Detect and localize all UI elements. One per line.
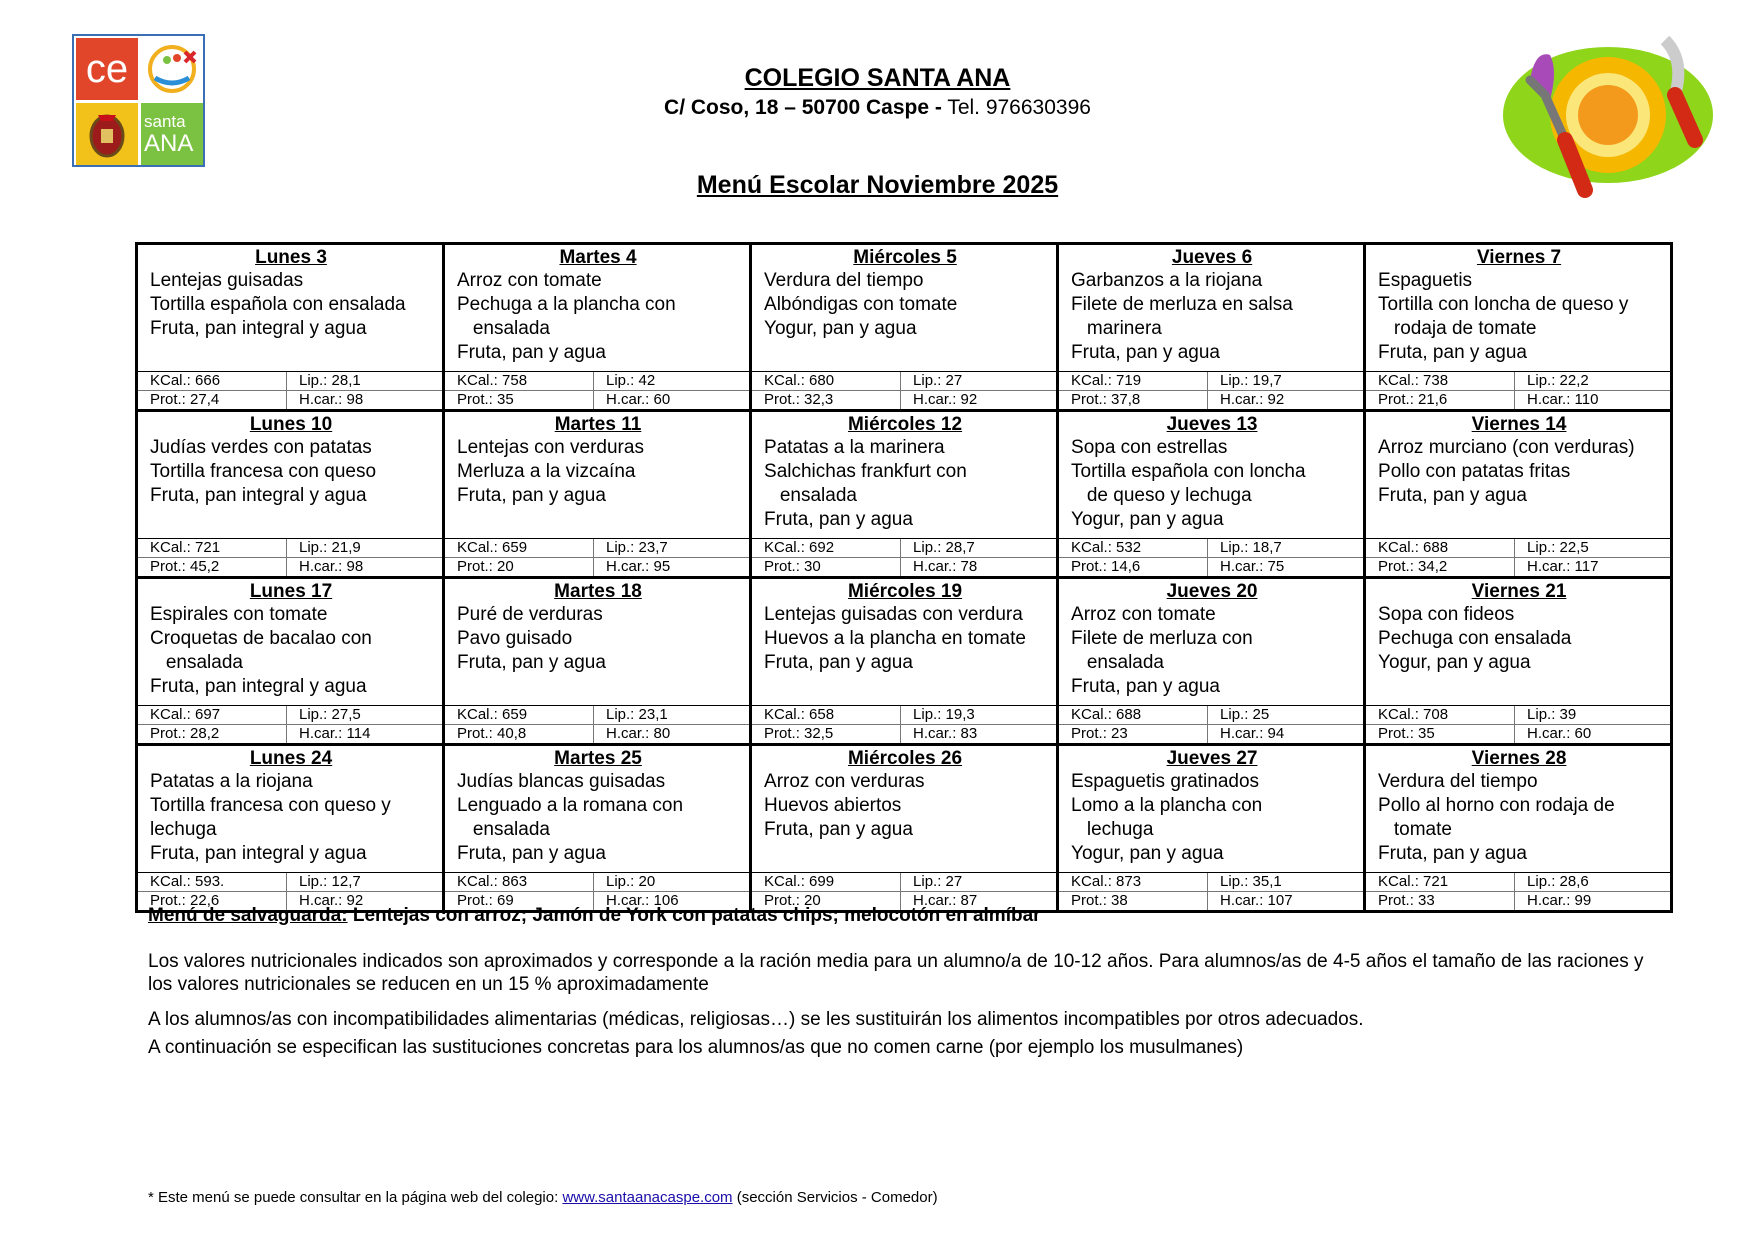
dish-item: Fruta, pan y agua — [457, 485, 606, 506]
nutrition-hcar: H.car.: 78 — [901, 558, 1058, 578]
day-cell — [444, 244, 751, 372]
nutrition-hcar: H.car.: 60 — [1515, 725, 1672, 745]
day-cell — [1365, 578, 1672, 706]
dish-item: Fruta, pan y agua — [764, 652, 913, 673]
dish-item: Yogur, pan y agua — [1378, 652, 1531, 673]
day-cell — [751, 578, 1058, 706]
dish-item: Salchichas frankfurt con — [764, 461, 967, 482]
nutrition-hcar: H.car.: 87 — [901, 892, 1058, 912]
nutrition-hcar: H.car.: 60 — [594, 391, 751, 411]
nutrition-prot: Prot.: 34,2 — [1365, 558, 1515, 578]
dish-item: Pechuga con ensalada — [1378, 628, 1572, 649]
day-cell — [444, 578, 751, 706]
nutrition-kcal: KCal.: 721 — [137, 539, 287, 558]
day-heading: Jueves 6 — [1171, 247, 1253, 268]
day-cell — [751, 745, 1058, 873]
nutrition-prot: Prot.: 45,2 — [137, 558, 287, 578]
dish-item: Pavo guisado — [457, 628, 573, 649]
dish-item: Arroz con tomate — [457, 270, 602, 291]
nutrition-hcar: H.car.: 92 — [287, 892, 444, 912]
nutrition-prot: Prot.: 27,4 — [137, 391, 287, 411]
day-cell — [1058, 578, 1365, 706]
dish-item: Lentejas guisadas — [150, 270, 304, 291]
day-heading: Martes 25 — [554, 748, 642, 769]
nutrition-prot: Prot.: 32,3 — [751, 391, 901, 411]
school-name: COLEGIO SANTA ANA — [744, 64, 1011, 92]
day-cell — [137, 578, 444, 706]
dish-item: Yogur, pan y agua — [1071, 509, 1224, 530]
day-heading: Viernes 21 — [1471, 581, 1567, 602]
menu-title: Menú Escolar Noviembre 2025 — [696, 171, 1059, 199]
nutrition-hcar: H.car.: 83 — [901, 725, 1058, 745]
logo-ce: ce — [76, 38, 138, 100]
day-heading: Martes 4 — [559, 247, 637, 268]
dish-item: Fruta, pan y agua — [457, 652, 606, 673]
dish-item: Tortilla francesa con queso y — [150, 795, 391, 816]
dish-item: Judías verdes con patatas — [150, 437, 372, 458]
day-cell — [1365, 745, 1672, 873]
dish-item: Judías blancas guisadas — [457, 771, 666, 792]
day-cell — [444, 745, 751, 873]
dish-item: Espaguetis gratinados — [1071, 771, 1260, 792]
school-address — [0, 96, 1755, 120]
dish-item: Patatas a la marinera — [764, 437, 945, 458]
nutrition-lip: Lip.: 21,9 — [287, 539, 444, 558]
safeguard-text: Lentejas con arroz; Jamón de York con patatas chips; melocotón en almíbar — [347, 905, 1041, 926]
nutrition-lip: Lip.: 28,7 — [901, 539, 1058, 558]
dish-item: Espaguetis — [1378, 270, 1473, 291]
nutrition-lip: Lip.: 35,1 — [1208, 873, 1365, 892]
dish-item: ensalada — [1071, 652, 1164, 673]
logo-ana-text: ANA — [144, 130, 194, 157]
dish-item: marinera — [1071, 318, 1162, 339]
dish-item: Tortilla española con ensalada — [150, 294, 406, 315]
dish-item: rodaja de tomate — [1378, 318, 1537, 339]
menu-table — [135, 242, 1673, 913]
nutrition-prot: Prot.: 20 — [751, 892, 901, 912]
nutrition-hcar: H.car.: 110 — [1515, 391, 1672, 411]
day-heading: Martes 18 — [554, 581, 642, 602]
nutrition-lip: Lip.: 20 — [594, 873, 751, 892]
nutrition-hcar: H.car.: 106 — [594, 892, 751, 912]
dish-item: tomate — [1378, 819, 1452, 840]
nutrition-prot: Prot.: 14,6 — [1058, 558, 1208, 578]
dish-item: Fruta, pan y agua — [764, 509, 913, 530]
nutrition-lip: Lip.: 19,3 — [901, 706, 1058, 725]
dish-item: Fruta, pan y agua — [1378, 485, 1527, 506]
nutrition-kcal: KCal.: 738 — [1365, 372, 1515, 391]
dish-item: ensalada — [150, 652, 243, 673]
dish-item: Fruta, pan integral y agua — [150, 318, 367, 339]
nutrition-prot: Prot.: 35 — [444, 391, 594, 411]
nutrition-kcal: KCal.: 697 — [137, 706, 287, 725]
day-heading: Miércoles 19 — [847, 581, 963, 602]
day-heading: Viernes 14 — [1471, 414, 1567, 435]
day-heading: Jueves 20 — [1166, 581, 1258, 602]
nutrition-hcar: H.car.: 94 — [1208, 725, 1365, 745]
day-cell — [751, 411, 1058, 539]
day-cell — [1058, 745, 1365, 873]
nutrition-prot: Prot.: 37,8 — [1058, 391, 1208, 411]
day-heading: Miércoles 12 — [847, 414, 963, 435]
dish-item: Garbanzos a la riojana — [1071, 270, 1263, 291]
nutrition-hcar: H.car.: 98 — [287, 558, 444, 578]
nutrition-lip: Lip.: 27,5 — [287, 706, 444, 725]
nutrition-hcar: H.car.: 99 — [1515, 892, 1672, 912]
dish-item: Huevos a la plancha en tomate — [764, 628, 1026, 649]
nutrition-prot: Prot.: 69 — [444, 892, 594, 912]
dish-item: Yogur, pan y agua — [764, 318, 917, 339]
dish-item: Pechuga a la plancha con — [457, 294, 676, 315]
day-cell — [1365, 411, 1672, 539]
nutrition-prot: Prot.: 23 — [1058, 725, 1208, 745]
nutrition-prot: Prot.: 40,8 — [444, 725, 594, 745]
dish-item: Lentejas guisadas con verdura — [764, 604, 1023, 625]
nutrition-lip: Lip.: 42 — [594, 372, 751, 391]
dish-item: Yogur, pan y agua — [1071, 843, 1224, 864]
nutrition-kcal: KCal.: 721 — [1365, 873, 1515, 892]
safeguard-menu — [148, 905, 1041, 927]
nutrition-prot: Prot.: 21,6 — [1365, 391, 1515, 411]
nutrition-prot: Prot.: 35 — [1365, 725, 1515, 745]
nutrition-lip: Lip.: 23,7 — [594, 539, 751, 558]
dish-item: Puré de verduras — [457, 604, 603, 625]
allergy-note: A los alumnos/as con incompatibilidades alimentarias (médicas, religiosas…) se les sustituirán los alimentos incompatibles por otros adecuados. — [148, 1009, 1364, 1030]
substitution-note: A continuación se especifican las sustituciones concretas para los alumnos/as que no comen carne (por ejemplo los musulmanes) — [148, 1037, 1244, 1058]
day-heading: Lunes 17 — [249, 581, 333, 602]
day-heading: Viernes 28 — [1471, 748, 1567, 769]
nutrition-kcal: KCal.: 659 — [444, 706, 594, 725]
dish-item: lechuga — [1071, 819, 1154, 840]
dish-item: Lomo a la plancha con — [1071, 795, 1263, 816]
dish-item: Fruta, pan y agua — [1071, 676, 1220, 697]
dish-item: Tortilla con loncha de queso y — [1378, 294, 1629, 315]
day-cell — [137, 411, 444, 539]
day-cell — [1365, 244, 1672, 372]
day-heading: Miércoles 5 — [853, 247, 957, 268]
dish-item: Tortilla francesa con queso — [150, 461, 377, 482]
dish-item: Filete de merluza en salsa — [1071, 294, 1293, 315]
dish-item: Arroz murciano (con verduras) — [1378, 437, 1635, 458]
dish-item: Fruta, pan integral y agua — [150, 843, 367, 864]
day-heading: Viernes 7 — [1476, 247, 1562, 268]
dish-item: Albóndigas con tomate — [764, 294, 958, 315]
dish-item: Arroz con verduras — [764, 771, 925, 792]
dish-item: Lentejas con verduras — [457, 437, 644, 458]
day-cell — [444, 411, 751, 539]
nutrition-lip: Lip.: 27 — [901, 873, 1058, 892]
day-heading: Martes 11 — [554, 414, 642, 435]
dish-item: Lenguado a la romana con — [457, 795, 684, 816]
footer-section-text: (sección Servicios - Comedor) — [732, 1189, 938, 1206]
dish-item: Merluza a la vizcaína — [457, 461, 636, 482]
nutrition-kcal: KCal.: 593. — [137, 873, 287, 892]
nutrition-lip: Lip.: 18,7 — [1208, 539, 1365, 558]
dish-item: Pollo con patatas fritas — [1378, 461, 1571, 482]
nutrition-kcal: KCal.: 659 — [444, 539, 594, 558]
dish-item: Tortilla española con loncha — [1071, 461, 1306, 482]
nutrition-kcal: KCal.: 532 — [1058, 539, 1208, 558]
nutrition-prot: Prot.: 33 — [1365, 892, 1515, 912]
nutrition-kcal: KCal.: 873 — [1058, 873, 1208, 892]
nutrition-prot: Prot.: 28,2 — [137, 725, 287, 745]
nutrition-kcal: KCal.: 680 — [751, 372, 901, 391]
footer-note — [148, 1189, 938, 1206]
dish-item: lechuga — [150, 819, 217, 840]
dish-item: Sopa con fideos — [1378, 604, 1515, 625]
day-heading: Lunes 3 — [255, 247, 327, 268]
dish-item: ensalada — [457, 318, 550, 339]
day-cell — [137, 745, 444, 873]
nutrition-kcal: KCal.: 863 — [444, 873, 594, 892]
nutrition-hcar: H.car.: 92 — [1208, 391, 1365, 411]
dish-item: Fruta, pan y agua — [764, 819, 913, 840]
dish-item: de queso y lechuga — [1071, 485, 1252, 506]
nutrition-lip: Lip.: 19,7 — [1208, 372, 1365, 391]
dish-item: Fruta, pan y agua — [1071, 342, 1220, 363]
nutrition-kcal: KCal.: 708 — [1365, 706, 1515, 725]
dish-item: Sopa con estrellas — [1071, 437, 1228, 458]
dish-item: Fruta, pan integral y agua — [150, 676, 367, 697]
day-cell — [1058, 411, 1365, 539]
day-cell — [1058, 244, 1365, 372]
nutrition-kcal: KCal.: 692 — [751, 539, 901, 558]
day-heading: Miércoles 26 — [847, 748, 963, 769]
nutrition-hcar: H.car.: 92 — [901, 391, 1058, 411]
nutrition-hcar: H.car.: 114 — [287, 725, 444, 745]
nutrition-kcal: KCal.: 688 — [1365, 539, 1515, 558]
nutrition-lip: Lip.: 28,6 — [1515, 873, 1672, 892]
nutrition-hcar: H.car.: 95 — [594, 558, 751, 578]
day-heading: Lunes 10 — [249, 414, 333, 435]
nutrition-hcar: H.car.: 98 — [287, 391, 444, 411]
footer-text: * Este menú se puede consultar en la página web del colegio: — [148, 1189, 563, 1206]
dish-item: Filete de merluza con — [1071, 628, 1253, 649]
logo-santa-text: santa — [144, 112, 186, 131]
dish-item: Fruta, pan integral y agua — [150, 485, 367, 506]
website-link[interactable]: www.santaanacaspe.com — [562, 1189, 733, 1206]
nutrition-lip: Lip.: 22,2 — [1515, 372, 1672, 391]
address-text: C/ Coso, 18 – 50700 Caspe - — [664, 96, 942, 119]
dish-item: Croquetas de bacalao con — [150, 628, 372, 649]
nutrition-hcar: H.car.: 107 — [1208, 892, 1365, 912]
nutrition-kcal: KCal.: 688 — [1058, 706, 1208, 725]
day-cell — [137, 244, 444, 372]
dish-item: Arroz con tomate — [1071, 604, 1216, 625]
nutrition-note: Los valores nutricionales indicados son aproximados y corresponde a la ración media para un alumno/a de 10-12 años. Para alumnos/as de 4-5 años el tamaño de las raciones y los valores nutricionales se reducen en un 15 % aproximadamente — [148, 951, 1644, 995]
dish-item: Fruta, pan y agua — [1378, 843, 1527, 864]
nutrition-prot: Prot.: 38 — [1058, 892, 1208, 912]
day-heading: Jueves 13 — [1166, 414, 1258, 435]
nutrition-lip: Lip.: 12,7 — [287, 873, 444, 892]
dish-item: ensalada — [457, 819, 550, 840]
nutrition-hcar: H.car.: 117 — [1515, 558, 1672, 578]
nutrition-lip: Lip.: 22,5 — [1515, 539, 1672, 558]
nutrition-lip: Lip.: 39 — [1515, 706, 1672, 725]
dish-item: Fruta, pan y agua — [1378, 342, 1527, 363]
nutrition-hcar: H.car.: 80 — [594, 725, 751, 745]
dish-item: ensalada — [764, 485, 857, 506]
day-cell — [751, 244, 1058, 372]
day-heading: Lunes 24 — [249, 748, 333, 769]
nutrition-prot: Prot.: 22,6 — [137, 892, 287, 912]
nutrition-kcal: KCal.: 666 — [137, 372, 287, 391]
nutrition-kcal: KCal.: 699 — [751, 873, 901, 892]
dish-item: Verdura del tiempo — [1378, 771, 1538, 792]
phone-text: Tel. 976630396 — [947, 96, 1091, 119]
nutrition-hcar: H.car.: 75 — [1208, 558, 1365, 578]
nutrition-prot: Prot.: 30 — [751, 558, 901, 578]
dish-item: Patatas a la riojana — [150, 771, 313, 792]
nutrition-prot: Prot.: 20 — [444, 558, 594, 578]
safeguard-label: Menú de salvaguarda: — [148, 905, 348, 926]
dish-item: Verdura del tiempo — [764, 270, 924, 291]
dish-item: Fruta, pan y agua — [457, 843, 606, 864]
dish-item: Pollo al horno con rodaja de — [1378, 795, 1615, 816]
nutrition-lip: Lip.: 25 — [1208, 706, 1365, 725]
dish-item: Huevos abiertos — [764, 795, 902, 816]
nutrition-kcal: KCal.: 719 — [1058, 372, 1208, 391]
nutrition-kcal: KCal.: 758 — [444, 372, 594, 391]
nutrition-prot: Prot.: 32,5 — [751, 725, 901, 745]
nutrition-kcal: KCal.: 658 — [751, 706, 901, 725]
dish-item: Fruta, pan y agua — [457, 342, 606, 363]
day-heading: Jueves 27 — [1166, 748, 1258, 769]
nutrition-lip: Lip.: 23,1 — [594, 706, 751, 725]
dish-item: Espirales con tomate — [150, 604, 328, 625]
nutrition-lip: Lip.: 27 — [901, 372, 1058, 391]
nutrition-lip: Lip.: 28,1 — [287, 372, 444, 391]
